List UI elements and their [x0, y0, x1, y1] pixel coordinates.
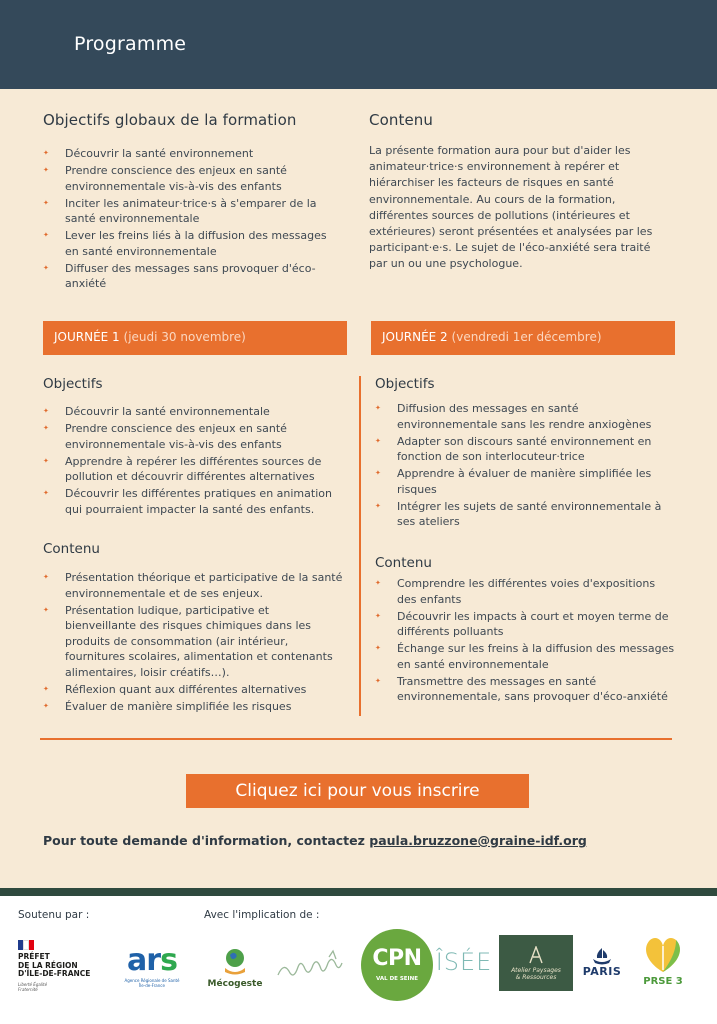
french-flag-icon — [18, 940, 34, 950]
day1-objectifs-heading: Objectifs — [43, 376, 103, 392]
prse-leaf-icon — [640, 936, 686, 974]
atelier-a-icon — [529, 946, 543, 964]
contact-line — [43, 833, 587, 848]
cpn-logo — [361, 925, 433, 1005]
section-divider — [40, 738, 672, 740]
soutenu-label: Soutenu par : — [18, 909, 90, 921]
day1-objectifs-item: ✦ Apprendre à repérer les différentes sources de pollution et découvrir différentes alternatives — [43, 454, 343, 485]
day2-objectifs-item: ✦ Intégrer les sujets de santé environnementale à ses ateliers — [375, 499, 675, 530]
day2-objectifs-heading: Objectifs — [375, 376, 435, 392]
graine-script-icon — [274, 947, 352, 987]
day1-contenu-item: ✦ Réflexion quant aux différentes alternatives — [43, 682, 343, 698]
contenu-paragraph: La présente formation aura pour but d'aider les animateur·trice·s environnement à repérer et hiérarchiser les facteurs de risques en santé environnementale. Au cours de la formation, différentes sources de pollutions (intérieures et extérieures) seront présentées et analysées par les participant·e·s. Le sujet de l'éco-anxiété sera traité par un ou une psychologue. — [369, 144, 653, 271]
implication-label: Avec l'implication de : — [204, 909, 320, 921]
ars-logo — [114, 942, 190, 992]
atelier-text: Atelier Paysages & Ressources — [511, 966, 561, 981]
graine-logo — [273, 942, 353, 992]
objectifs-globaux-item: ✦ Découvrir la santé environnement — [43, 146, 333, 162]
ars-sub: Agence Régionale de Santé Île-de-France — [124, 978, 180, 988]
day1-contenu-item: ✦ Présentation ludique, participative et bienveillante des risques chimiques dans les produits de consommation (air intérieur, fournitures scolaires, alimentation et contenants alimentaires, loisir créatifs…). — [43, 603, 343, 681]
day2-contenu-item: ✦ Transmettre des messages en santé environnementale, sans provoquer d'éco-anxiété — [375, 674, 675, 705]
day2-contenu-item: ✦ Échange sur les freins à la diffusion des messages en santé environnementale — [375, 641, 675, 672]
day2-label: JOURNÉE 2 — [382, 330, 448, 344]
day2-contenu-item: ✦ Découvrir les impacts à court et moyen terme de différents polluants — [375, 609, 675, 640]
contact-prefix: Pour toute demande d'information, contactez — [43, 833, 365, 848]
day2-contenu-list — [375, 576, 675, 706]
day2-objectifs-list — [375, 401, 675, 531]
mecogeste-logo — [200, 935, 270, 999]
prefet-logo — [18, 940, 100, 1002]
day1-date: (jeudi 30 novembre) — [123, 330, 246, 344]
footer-divider — [0, 888, 717, 896]
objectifs-globaux-item: ✦ Prendre conscience des enjeux en santé environnementale vis-à-vis des enfants — [43, 163, 333, 194]
cpn-sub: VAL DE SEINE — [376, 976, 418, 982]
day1-objectifs-list — [43, 404, 343, 519]
day2-banner — [371, 321, 675, 355]
day1-objectifs-item: ✦ Découvrir la santé environnementale — [43, 404, 343, 420]
prse-name: PRSE 3 — [643, 975, 683, 987]
day1-banner — [43, 321, 347, 355]
objectifs-globaux-list — [43, 146, 333, 293]
day1-contenu-item: ✦ Évaluer de manière simplifiée les risques — [43, 699, 343, 715]
isee-logo — [437, 940, 491, 984]
day1-objectifs-item: ✦ Découvrir les différentes pratiques en animation qui pourraient impacter la santé des enfants. — [43, 486, 343, 517]
prefet-motto: Liberté Égalité Fraternité — [18, 981, 48, 992]
column-divider — [359, 376, 361, 716]
day2-contenu-item: ✦ Comprendre les différentes voies d'expositions des enfants — [375, 576, 675, 607]
prefet-text: PRÉFET DE LA RÉGION D'ÎLE-DE-FRANCE — [18, 952, 91, 978]
day1-contenu-list — [43, 570, 343, 716]
earth-hand-icon — [222, 946, 248, 976]
day2-contenu-heading: Contenu — [375, 555, 432, 571]
header-bar — [0, 0, 717, 89]
page-title: Programme — [74, 33, 187, 55]
objectifs-globaux-item: ✦ Lever les freins liés à la diffusion des messages en santé environnementale — [43, 228, 333, 259]
paris-name: PARIS — [582, 964, 622, 978]
paris-ship-icon — [591, 947, 613, 965]
day2-objectifs-item: ✦ Diffusion des messages en santé environnementale sans les rendre anxiogènes — [375, 401, 675, 432]
cpn-name: CPN — [372, 946, 422, 971]
day2-objectifs-item: ✦ Apprendre à évaluer de manière simplifiée les risques — [375, 466, 675, 497]
contenu-heading: Contenu — [369, 111, 433, 129]
day1-contenu-heading: Contenu — [43, 541, 100, 557]
day1-objectifs-item: ✦ Prendre conscience des enjeux en santé environnementale vis-à-vis des enfants — [43, 421, 343, 452]
atelier-logo — [499, 935, 573, 991]
mecogeste-name: Mécogeste — [207, 978, 263, 989]
paris-logo — [578, 940, 626, 984]
cpn-circle — [361, 929, 433, 1001]
isee-name: ÎSÉE — [435, 948, 493, 976]
contact-email-link[interactable]: paula.bruzzone@graine-idf.org — [369, 833, 587, 848]
day1-label: JOURNÉE 1 — [54, 330, 120, 344]
day2-objectifs-item: ✦ Adapter son discours santé environnement en fonction de son interlocuteur·trice — [375, 434, 675, 465]
day2-date: (vendredi 1er décembre) — [451, 330, 602, 344]
day1-contenu-item: ✦ Présentation théorique et participative de la santé environnementale et de ses enjeux. — [43, 570, 343, 601]
ars-name: ars — [127, 943, 177, 978]
prse-logo — [637, 926, 689, 996]
objectifs-globaux-item: ✦ Inciter les animateur·trice·s à s'emparer de la santé environnementale — [43, 196, 333, 227]
objectifs-globaux-item: ✦ Diffuser des messages sans provoquer d'éco-anxiété — [43, 261, 333, 292]
register-button[interactable]: Cliquez ici pour vous inscrire — [186, 774, 529, 808]
objectifs-globaux-heading: Objectifs globaux de la formation — [43, 111, 297, 129]
